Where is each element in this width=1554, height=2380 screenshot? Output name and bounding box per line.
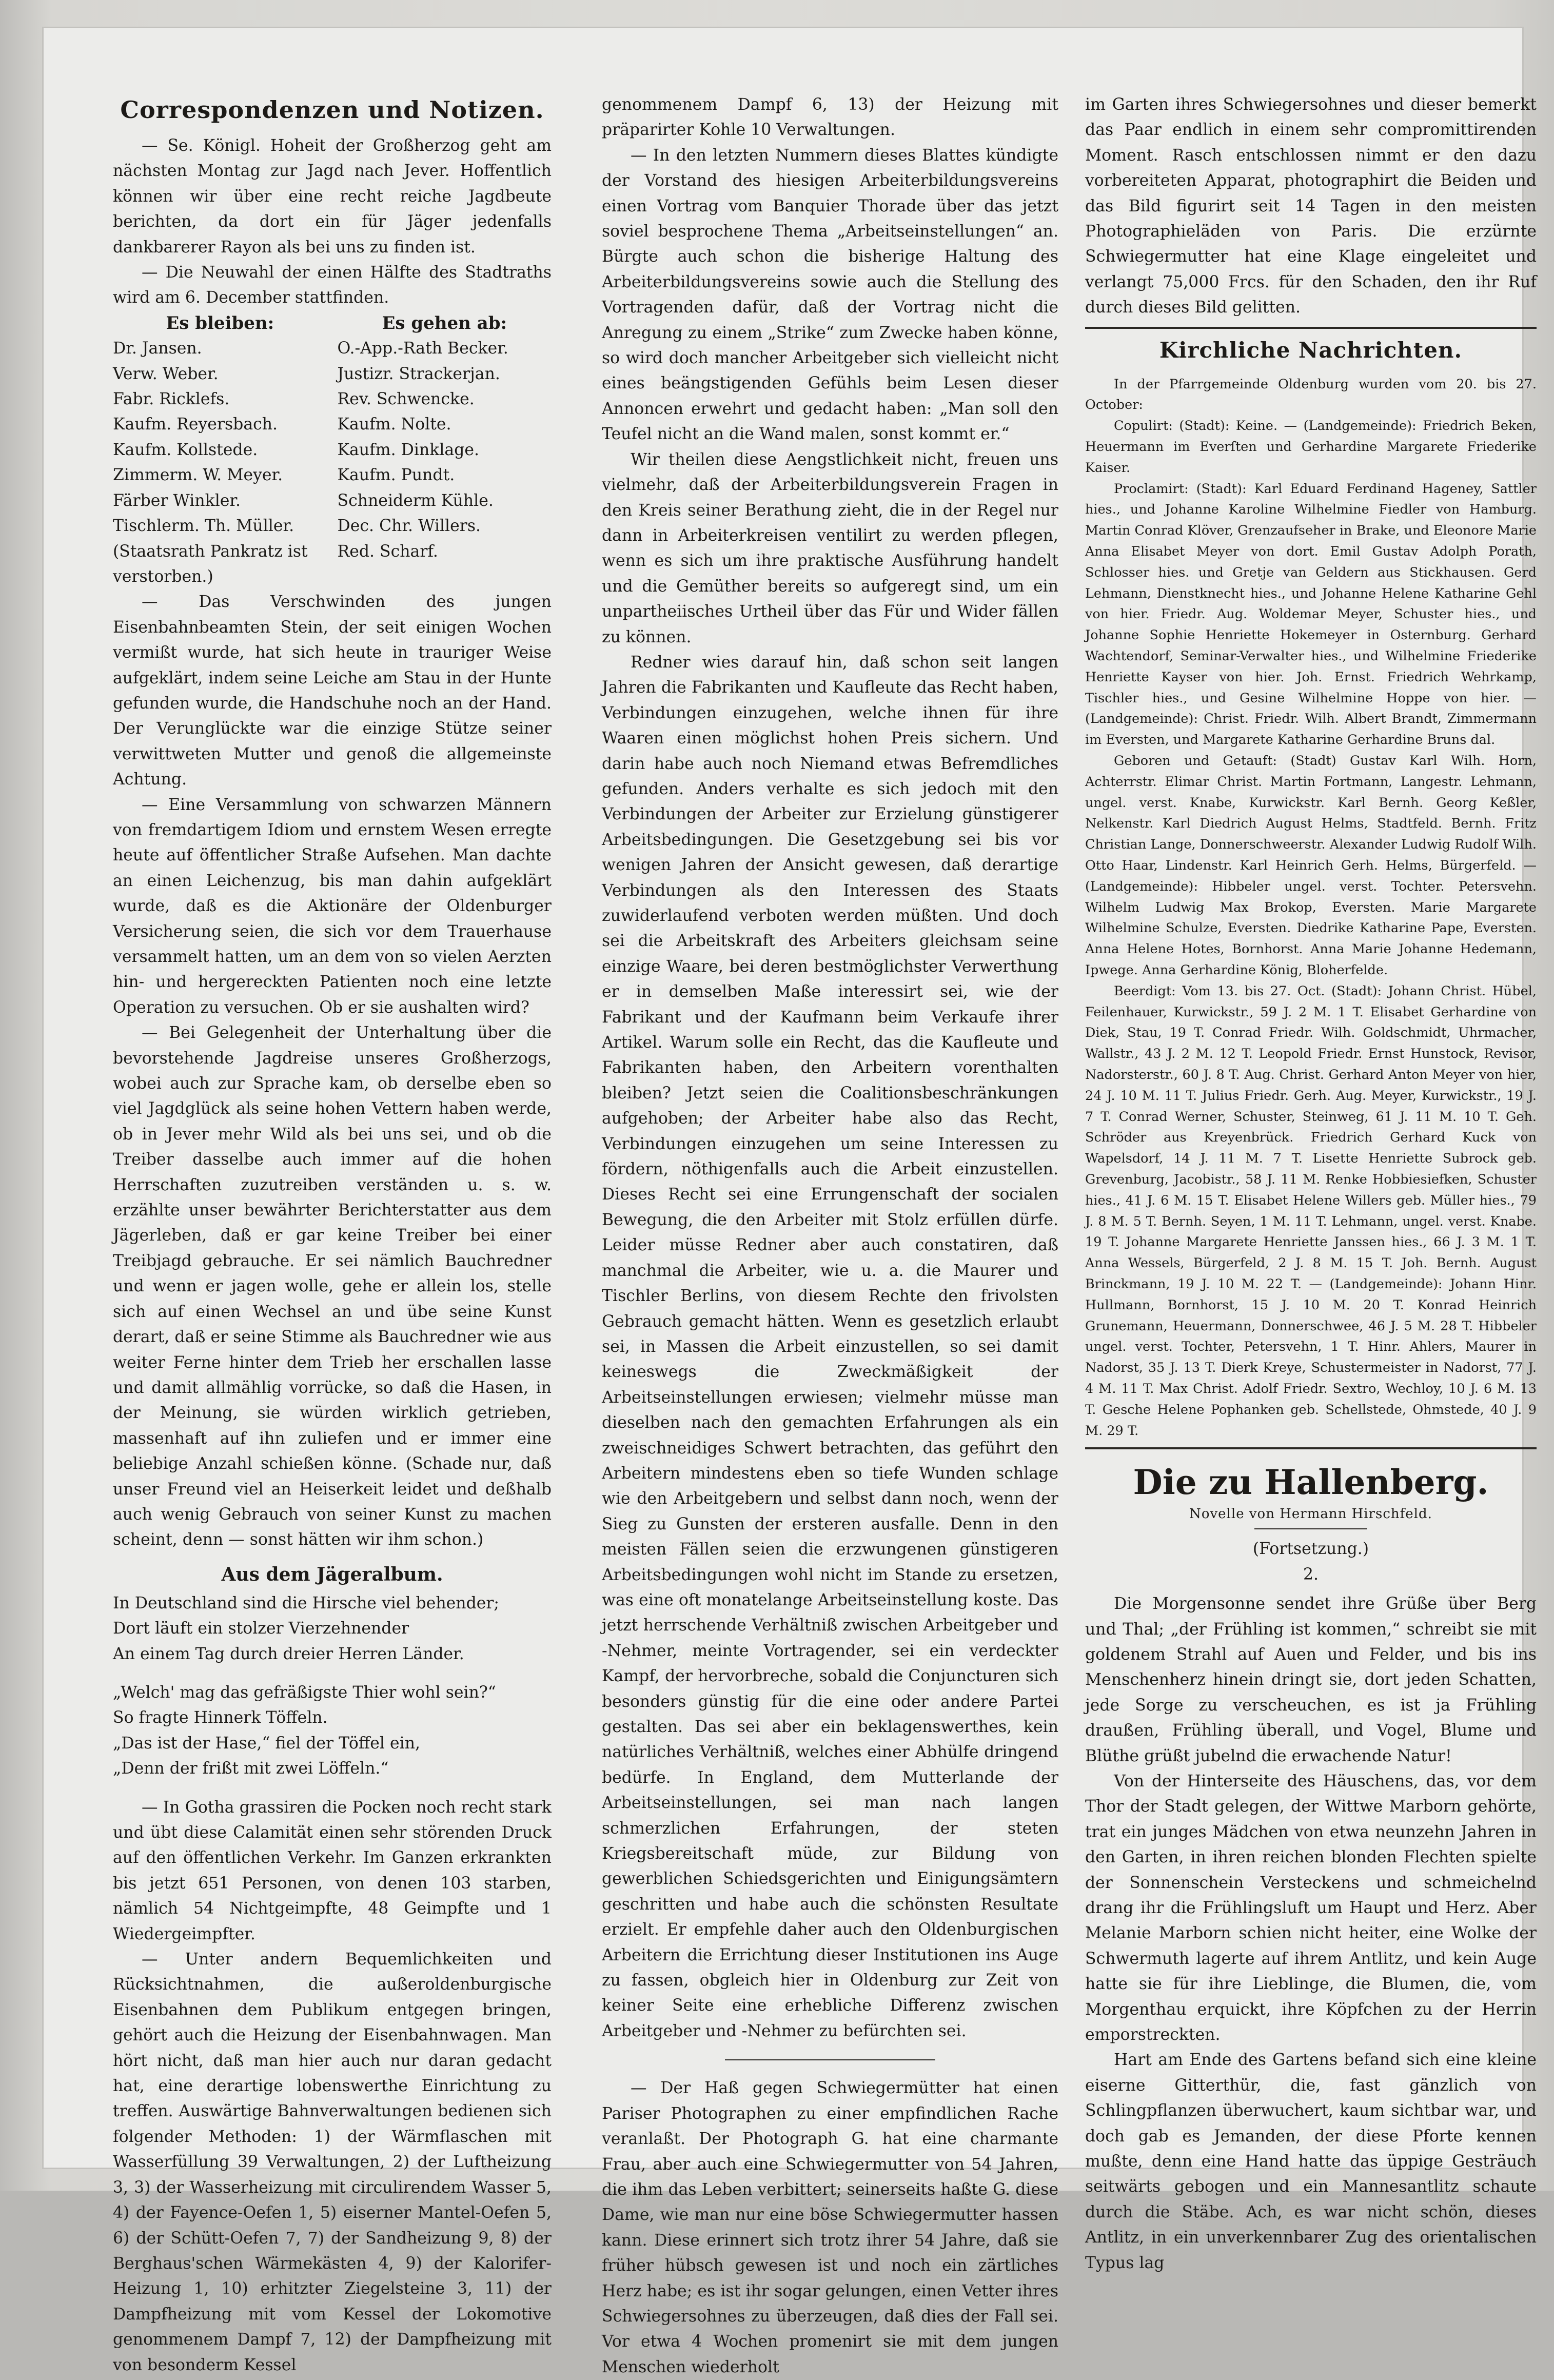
hunter-album-dialog (113, 1680, 552, 1782)
newspaper-page (44, 28, 1537, 2376)
notice-council-election: — Die Neuwahl der einen Hälfte des Stadtraths wird am 6. December stattfinden. (113, 263, 552, 307)
section-title-church-news: Kirchliche Nachrichten. (1159, 337, 1463, 363)
novel-author: Novelle von Hermann Hirschfeld. (1189, 1506, 1432, 1522)
column-2 (602, 92, 1058, 2376)
verse-line: „Welch' mag das gefräßigste Thier wohl sein?“ (113, 1683, 496, 1702)
section-title-correspondence: Correspondenzen und Notizen. (120, 96, 544, 124)
church-marriages: Copulirt: (Stadt): Keine. — (Landgemeinde): Friedrich Beken, Heuermann im Everſten und Gerhardine Margarete Friederike Kaiser. (1085, 418, 1537, 476)
verse-line: So fragte Hinnerk Töffeln. (113, 1708, 328, 1727)
verse-line: Dort läuft ein stolzer Vierzehnender (113, 1619, 409, 1638)
council-leave-name: Kaufm. Pundt. (337, 466, 455, 485)
council-leave-name: Schneiderm Kühle. (337, 491, 494, 510)
hunter-album-heading: Aus dem Jägeralbum. (221, 1563, 443, 1585)
council-leave-name: O.-App.-Rath Becker. (337, 339, 508, 358)
column-3 (1085, 92, 1537, 2272)
notice-mother-in-law: — Der Haß gegen Schwiegermütter hat einen Pariser Photographen zu einer empfindlichen Rache veranlaßt. Der Photograph G. hat eine charmante Frau, aber auch eine Schwiegermutter von 54 Jahren, die ihm das Leben verbittert; seinerseits haßte G. diese Dame, wie man nur eine böse Schwiegermutter hassen kann. Diese erinnert sich trotz ihrer 54 Jahre, daß sie früher hübsch gewesen ist und noch ein zärtliches Herz habe; es ist ihr sogar gelungen, einen Vetter ihres Schwiegersohnes zu überzeugen, daß dies der Fall sei. Vor etwa 4 Wochen promenirt sie mit dem jungen Menschen wiederholt (602, 2079, 1058, 2376)
notice-hunting-trip: — Bei Gelegenheit der Unterhaltung über die bevorstehende Jagdreise unseres Großherzogs, wobei auch zur Sprache kam, ob derselbe eben so viel Jagdglück als seine hohen Vettern haben werde, ob in Jever mehr Wild als bei uns sei, und ob die Treiber dasselbe auch immer auf die hohen Herrschaften zuzutreiben verständen u. s. w. erzählte unser bewährter Berichterstatter aus dem Jägerleben, daß er gar keine Treiber bei einer Treibjagd gebrauche. Er sei nämlich Bauchredner und wenn er jagen wolle, gehe er allein los, stelle sich auf einen Wechsel an und übe seine Kunst derart, daß er seine Stimme als Bauchredner wie aus weiter Ferne hinter dem Trieb her erschallen lasse und damit allmählig vorrücke, so daß die Hasen, in der Meinung, sie würden wirklich getrieben, massenhaft auf ihn zuliefen und er immer eine beliebige Anzahl schießen könne. (Schade nur, daß unser Freund viel an Heiserkeit leidet und deßhalb auch wenig Gebrauch von seiner Kunst zu machen scheint, denn — sonst hätten wir ihm schon.) (113, 1024, 552, 1549)
council-stay-name: Dr. Jansen. (113, 339, 202, 358)
notice-gotha-pox: — In Gotha grassiren die Pocken noch recht stark und übt diese Calamität einen sehr störenden Druck auf den öffentlichen Verkehr. Im Ganzen erkrankten bis jetzt 651 Personen, von denen 103 starben, nämlich 54 Nichtgeimpfte, 48 Geimpfte und 1 Wiedergeimpfter. (113, 1798, 552, 1943)
lecture-paragraph: Wir theilen diese Aengstlichkeit nicht, freuen uns vielmehr, daß der Arbeiterbildungsverein Fragen in den Kreis seiner Berathung zieht, die in der Regel nur dann in Arbeiterkreisen ventilirt zu werden pflegen, wenn es sich um ihre praktische Ausführung handelt und die Gemüther bereits so aufgeregt sind, um ein unpartheiisches Urtheil über das Für und Wider fällen zu können. (602, 450, 1058, 646)
church-records (1085, 374, 1537, 1442)
mother-in-law-continuation: im Garten ihres Schwiegersohnes und dieser bemerkt das Paar endlich in einem sehr compromittirenden Moment. Rasch entschlossen nimmt er den dazu vorbereiteten Apparat, photographirt die Beiden und das Bild figurirt seit 14 Tagen in den meisten Photographieläden von Paris. Die erzürnte Schwiegermutter hat eine Klage eingeleitet und verlangt 75,000 Frcs. für den Schaden, den ihr Ruf durch dieses Bild gelitten. (1085, 95, 1537, 317)
council-leave-name: Rev. Schwencke. (337, 390, 475, 409)
council-leave-heading: Es gehen ab: (382, 312, 507, 333)
council-note-tail: verstorben.) (113, 567, 213, 586)
council-stay-heading: Es bleiben: (166, 312, 274, 333)
council-stay-name: Zimmerm. W. Meyer. (113, 466, 283, 485)
council-stay-name: Kaufm. Reyersbach. (113, 415, 278, 434)
notice-railway-heating: — Unter andern Bequemlichkeiten und Rücksichtnahmen, die außeroldenburgische Eisenbahnen dem Publikum entgegen bringen, gehört auch die Heizung der Eisenbahnwagen. Man hört nicht, daß man hier auch nur daran gedacht hat, eine derartige lobenswerthe Einrichtung zu treffen. Auswärtige Bahnverwaltungen bedienen sich folgender Methoden: 1) der Wärmflaschen mit Wasserfüllung 39 Verwaltungen, 2) der Luftheizung 3, 3) der Wasserheizung mit circulirendem Wasser 5, 4) der Fayence-Oefen 1, 5) eiserner Mantel-Oefen 5, 6) der Schütt-Oefen 7, 7) der Sandheizung 9, 8) der Berghaus'schen Wärmekästen 4, 9) der Kalorifer-Heizung 1, 10) erhitzter Ziegelsteine 3, 11) der Dampfheizung mit vom Kessel der Lokomotive genommenem Dampf 7, 12) der Dampfheizung mit von besonderm Kessel (113, 1950, 552, 2374)
notice-railway-official: — Das Verschwinden des jungen Eisenbahnbeamten Stein, der seit einigen Wochen vermißt wurde, hat sich heute in trauriger Weise aufgeklärt, indem seine Leiche am Stau in der Hunte gefunden wurde, die Handschuhe noch an der Hand. Der Verunglückte war die einzige Stütze seiner verwittweten Mutter und genoß die allgemeinste Achtung. (113, 593, 552, 789)
separator-rule (1085, 327, 1537, 329)
novel-chapter-number: 2. (1303, 1565, 1319, 1584)
council-leave-name: Red. Scharf. (337, 542, 438, 561)
separator-rule (1085, 1447, 1537, 1449)
church-births: Geboren und Getauft: (Stadt) Gustav Karl Wilh. Horn, Achterrstr. Elimar Christ. Martin Fortmann, Langestr. Lehmann, ungel. verst. Knabe, Kurwickstr. Karl Bernh. Georg Keßler, Nelkenstr. Karl Diedrich August Helms, Stadtfeld. Bernh. Fritz Christian Lange, Donnerschweerstr. Alexander Ludwig Rudolf Wilh. Otto Haar, Lindenstr. Karl Heinrich Gerh. Helms, Bürgerfeld. — (Landgemeinde): Hibbeler ungel. verst. Tochter. Petersvehn. Wilhelm Ludwig Max Brokop, Eversten. Marie Margarete Wilhelmine Schulze, Eversten. Diedrike Katharine Pape, Eversten. Anna Helene Hotes, Bornhorst. Anna Marie Johanne Hedemann, Ipwege. Anna Gerhardine König, Bloherfelde. (1085, 753, 1537, 978)
council-stay-name: Verw. Weber. (113, 364, 219, 383)
verse-line: „Denn der frißt mit zwei Löffeln.“ (113, 1759, 389, 1778)
novel-paragraph: Hart am Ende des Gartens befand sich eine kleine eiserne Gitterthür, die, fast gänzlich von Schlingpflanzen überwuchert, kaum sichtbar war, und doch gab es Jemanden, der diese Pforte kennen mußte, denn eine Hand hatte das üppige Gesträuch seitwärts gebogen und ein Mannesantlitz schaute durch die Stäbe. Ach, es war nicht schön, dieses Antlitz, in ein unverkennbarer Zug des orientalischen Typus lag (1085, 2051, 1537, 2272)
heating-continuation: genommenem Dampf 6, 13) der Heizung mit präparirter Kohle 10 Verwaltungen. (602, 95, 1058, 140)
council-leave-name: Dec. Chr. Willers. (337, 517, 481, 536)
novel-continued-label: (Fortsetzung.) (1252, 1540, 1369, 1559)
verse-line: In Deutschland sind die Hirsche viel behender; (113, 1594, 500, 1612)
separator-rule (1254, 1528, 1367, 1529)
council-leave-name: Kaufm. Nolte. (337, 415, 451, 434)
council-stay-name: Färber Winkler. (113, 491, 241, 510)
council-leave-name: Justizr. Strackerjan. (337, 364, 500, 383)
novel-paragraph: Von der Hinterseite des Häuschens, das, vor dem Thor der Stadt gelegen, der Wittwe Marborn gehörte, trat ein junges Mädchen von etwa neunzehn Jahren in den Garten, in ihren reichen blonden Flechten spielte der Sonnenschein Versteckens und schmeichelnd drang ihr die Frühlingsluft um Haupt und Herz. Aber Melanie Marborn schien nicht heiter, eine Wolke der Schwermuth lagerte auf ihrem Antlitz, und kein Auge hatte sie für ihre Lieblinge, die Blumen, die, vom Morgenthau erquickt, ihre Köpfchen zu der Herrin emporstreckten. (1085, 1772, 1537, 2044)
church-banns: Proclamirt: (Stadt): Karl Eduard Ferdinand Hageney, Sattler hies., und Johanne Karoline Wilhelmine Fiedler von Hamburg. Martin Conrad Klöver, Grenzaufseher in Brake, und Eleonore Marie Anna Elisabet Meyer von dort. Emil Gustav Adolph Porath, Schlosser hies. und Gretje van Geldern aus Stickhausen. Gerd Lehmann, Dienstknecht hies., und Johanne Helene Katharine Gehl von hier. Friedr. Aug. Woldemar Meyer, Schuster hies., und Johanne Sophie Henriette Hokemeyer in Osternburg. Gerhard Wachtendorf, Seminar-Verwalter hies., und Wilhelmine Friederike Henriette Kayser von hier. Joh. Ernst. Friedrich Wehrkamp, Tischler hies., und Gesine Wilhelmine Hoppe von hier. — (Landgemeinde): Christ. Friedr. Wilh. Albert Brandt, Zimmermann im Eversten, und Margarete Katharine Gerhardine Bruns dal. (1085, 481, 1537, 748)
council-stay-name: Tischlerm. Th. Müller. (113, 517, 294, 536)
lecture-paragraph: Redner wies darauf hin, daß schon seit langen Jahren die Fabrikanten und Kaufleute das Recht haben, Verbindungen einzugehen, welche ihnen für ihre Waaren einen möglichst hohen Preis sichern. Und darin habe auch noch Niemand etwas Befremdliches gefunden. Anders verhalte es sich jedoch mit den Verbindungen der Arbeiter zur Erzielung günstigerer Arbeitsbedingungen. Die Gesetzgebung sei bis vor wenigen Jahren der Ansicht gewesen, daß derartige Verbindungen als den Interessen des Staats zuwiderlaufend verboten werden müßten. Und doch sei die Arbeitskraft des Arbeiters gleichsam seine einzige Waare, bei deren bestmöglichster Verwerthung er in demselben Maße interessirt sei, wie der Fabrikant und der Kaufmann beim Verkaufe ihrer Artikel. Warum solle ein Recht, das die Kaufleute und Fabrikanten haben, den Arbeitern vorenthalten bleiben? Jetzt seien die Coalitionsbeschränkungen aufgehoben; der Arbeiter habe also das Recht, Verbindungen einzugehen um seine Interessen zu fördern, nöthigenfalls auch die Arbeit einzustellen. Dieses Recht sei eine Errungenschaft der socialen Bewegung, die den Arbeiter mit Stolz erfüllen dürfe. Leider müsse Redner aber auch constatiren, daß manchmal die Arbeiter, wie u. a. die Maurer und Tischler Berlins, von diesem Rechte den frivolsten Gebrauch gemacht hätten. Wenn es gesetzlich erlaubt sei, in Massen die Arbeit einzustellen, so sei damit keineswegs die Zweckmäßigkeit der Arbeitseinstellungen erwiesen; vielmehr müsse man dieselben nach den gemachten Erfahrungen als ein zweischneidiges Schwert betrachten, das geführt den Arbeitern mindestens eben so tiefe Wunden schlage wie den Arbeitgebern und selbst dann noch, wenn der Sieg zu Gunsten der ersteren ausfalle. Denn in den meisten Fällen seien die erzwungenen günstigeren Arbeitsbedingungen wohl nicht im Stande zu ersetzen, was eine oft monatelange Arbeitseinstellung koste. Das jetzt herrschende Verhältniß zwischen Arbeitgeber und -Nehmer, meinte Vortragender, sei ein verdeckter Kampf, der hervorbreche, sobald die Conjuncturen sich besonders günstig für die eine oder andere Partei gestalten. Das sei aber ein beklagenswerthes, kein natürliches Verhältniß, welches einer Abhülfe dringend bedürfe. In England, dem Mutterlande der Arbeitseinstellungen, sei man nach langen schmerzlichen Erfahrungen, der steten Kriegsbereitschaft müde, zur Bildung von gewerblichen Schiedsgerichten und Einigungsämtern geschritten und habe auch die schönsten Resultate erzielt. Er empfehle daher auch den Oldenburgischen Arbeitern die Errichtung dieser Institutionen ins Auge zu fassen, obgleich hier in Oldenburg zur Zeit von keiner Seite eine erhebliche Differenz zwischen Arbeitgeber und -Nehmer zu befürchten sei. (602, 653, 1058, 2040)
novel-paragraph: Die Morgensonne sendet ihre Grüße über Berg und Thal; „der Frühling ist kommen,“ schreibt sie mit goldenem Strahl auf Auen und Felder, und bis ins Menschenherz hinein dringt sie, dort jeden Schatten, jede Sorge zu verscheuchen, es ist ja Frühling draußen, Frühling überall, und Vogel, Blume und Blüthe grüßt jubelnd die erwachende Natur! (1085, 1595, 1537, 1765)
council-stay-name: Fabr. Ricklefs. (113, 390, 230, 409)
council-stay-name: Kaufm. Kollstede. (113, 440, 258, 459)
notice-workers-lecture: — In den letzten Nummern dieses Blattes kündigte der Vorstand des hiesigen Arbeiterbildungsvereins einen Vortrag vom Banquier Thorade über das jetzt soviel besprochene Thema „Arbeitseinstellungen“ an. Bürgte auch schon die bisherige Haltung des Arbeiterbildungsvereins sowie auch die Stellung des Vortragenden dafür, daß der Vortrag nicht die Anregung zu einem „Strike“ zum Zwecke haben könne, so wird doch mancher Arbeitgeber sich vielleicht nicht eines beängstigenden Gefühls beim Lesen dieser Annoncen erwehrt und gedacht haben: „Man soll den Teufel nicht an die Wand malen, sonst kommt er.“ (602, 146, 1058, 444)
separator-rule (725, 2059, 935, 2060)
council-list (113, 311, 552, 564)
church-intro: In der Pfarrgemeinde Oldenburg wurden vom 20. bis 27. October: (1085, 376, 1537, 413)
verse-line: „Das ist der Hase,“ fiel der Töffel ein, (113, 1734, 421, 1753)
notice-grand-duke-hunt: — Se. Königl. Hoheit der Großherzog geht am nächsten Montag zur Jagd nach Jever. Hoffentlich können wir über eine recht reiche Jagdbeute berichten, da dort ein für Jäger jedenfalls dankbarerer Rayon als bei uns zu finden ist. (113, 136, 552, 257)
council-stay-name: (Staatsrath Pankratz ist (113, 542, 308, 561)
church-burials: Beerdigt: Vom 13. bis 27. Oct. (Stadt): Johann Christ. Hübel, Feilenhauer, Kurwickstr., 59 J. 2 M. 1 T. Elisabet Gerhardine von Diek, Stau, 19 T. Conrad Friedr. Wilh. Goldschmidt, Uhrmacher, Wallstr., 43 J. 2 M. 12 T. Leopold Friedr. Ernst Hunstock, Revisor, Nadorsterstr., 60 J. 8 T. Aug. Christ. Gerhard Anton Meyer von hier, 24 J. 10 M. 11 T. Julius Friedr. Gerh. Aug. Meyer, Kurwickstr., 19 J. 7 T. Conrad Werner, Schuster, Steinweg, 61 J. 11 M. 10 T. Geh. Schröder aus Kreyenbrück. Friedrich Gerhard Kuck von Wapelsdorf, 14 J. 11 M. 7 T. Lisette Henriette Subrock geb. Grevenburg, Jacobistr., 58 J. 11 M. Renke Hobbiesiefken, Schuster hies., 41 J. 6 M. 15 T. Elisabet Helene Willers geb. Müller hies., 79 J. 8 M. 5 T. Bernh. Seyen, 1 M. 11 T. Lehmann, ungel. verst. Knabe. 19 T. Johanne Margarete Henriette Janssen hies., 66 J. 3 M. 1 T. Anna Wessels, Bürgerfeld, 2 J. 8 M. 15 T. Joh. Bernh. August Brinckmann, 19 J. 10 M. 22 T. — (Landgemeinde): Johann Hinr. Hullmann, Bornhorst, 15 J. 10 M. 20 T. Konrad Heinrich Grunemann, Heuermann, Donnerschwee, 46 J. 5 M. 28 T. Hibbeler ungel. verst. Tochter, Petersvehn, 1 T. Hinr. Ahlers, Maurer in Nadorst, 35 J. 13 T. Dierk Kreye, Schustermeister in Nadorst, 77 J. 4 M. 11 T. Max Christ. Adolf Friedr. Sextro, Wechloy, 10 J. 6 M. 13 T. Gesche Helene Pophanken geb. Schellstede, Ohmstede, 40 J. 9 M. 29 T. (1085, 983, 1537, 1439)
column-1 (113, 92, 552, 2374)
notice-black-men: — Eine Versammlung von schwarzen Männern von fremdartigem Idiom und ernstem Wesen erregte heute auf öffentlicher Straße Aufsehen. Man dachte an einen Leichenzug, bis man dahin aufgeklärt wurde, daß es die Aktionäre der Oldenburger Versicherung seien, die sich vor dem Trauerhause versammelt hatten, um an dem von so vielen Aerzten hin- und hergereckten Patienten noch eine letzte Operation zu versuchen. Ob er sie aushalten wird? (113, 795, 552, 1017)
novel-title: Die zu Hallenberg. (1133, 1462, 1489, 1503)
council-leave-name: Kaufm. Dinklage. (337, 440, 480, 459)
hunter-album-verse (113, 1591, 552, 1667)
verse-line: An einem Tag durch dreier Herren Länder. (113, 1644, 464, 1663)
